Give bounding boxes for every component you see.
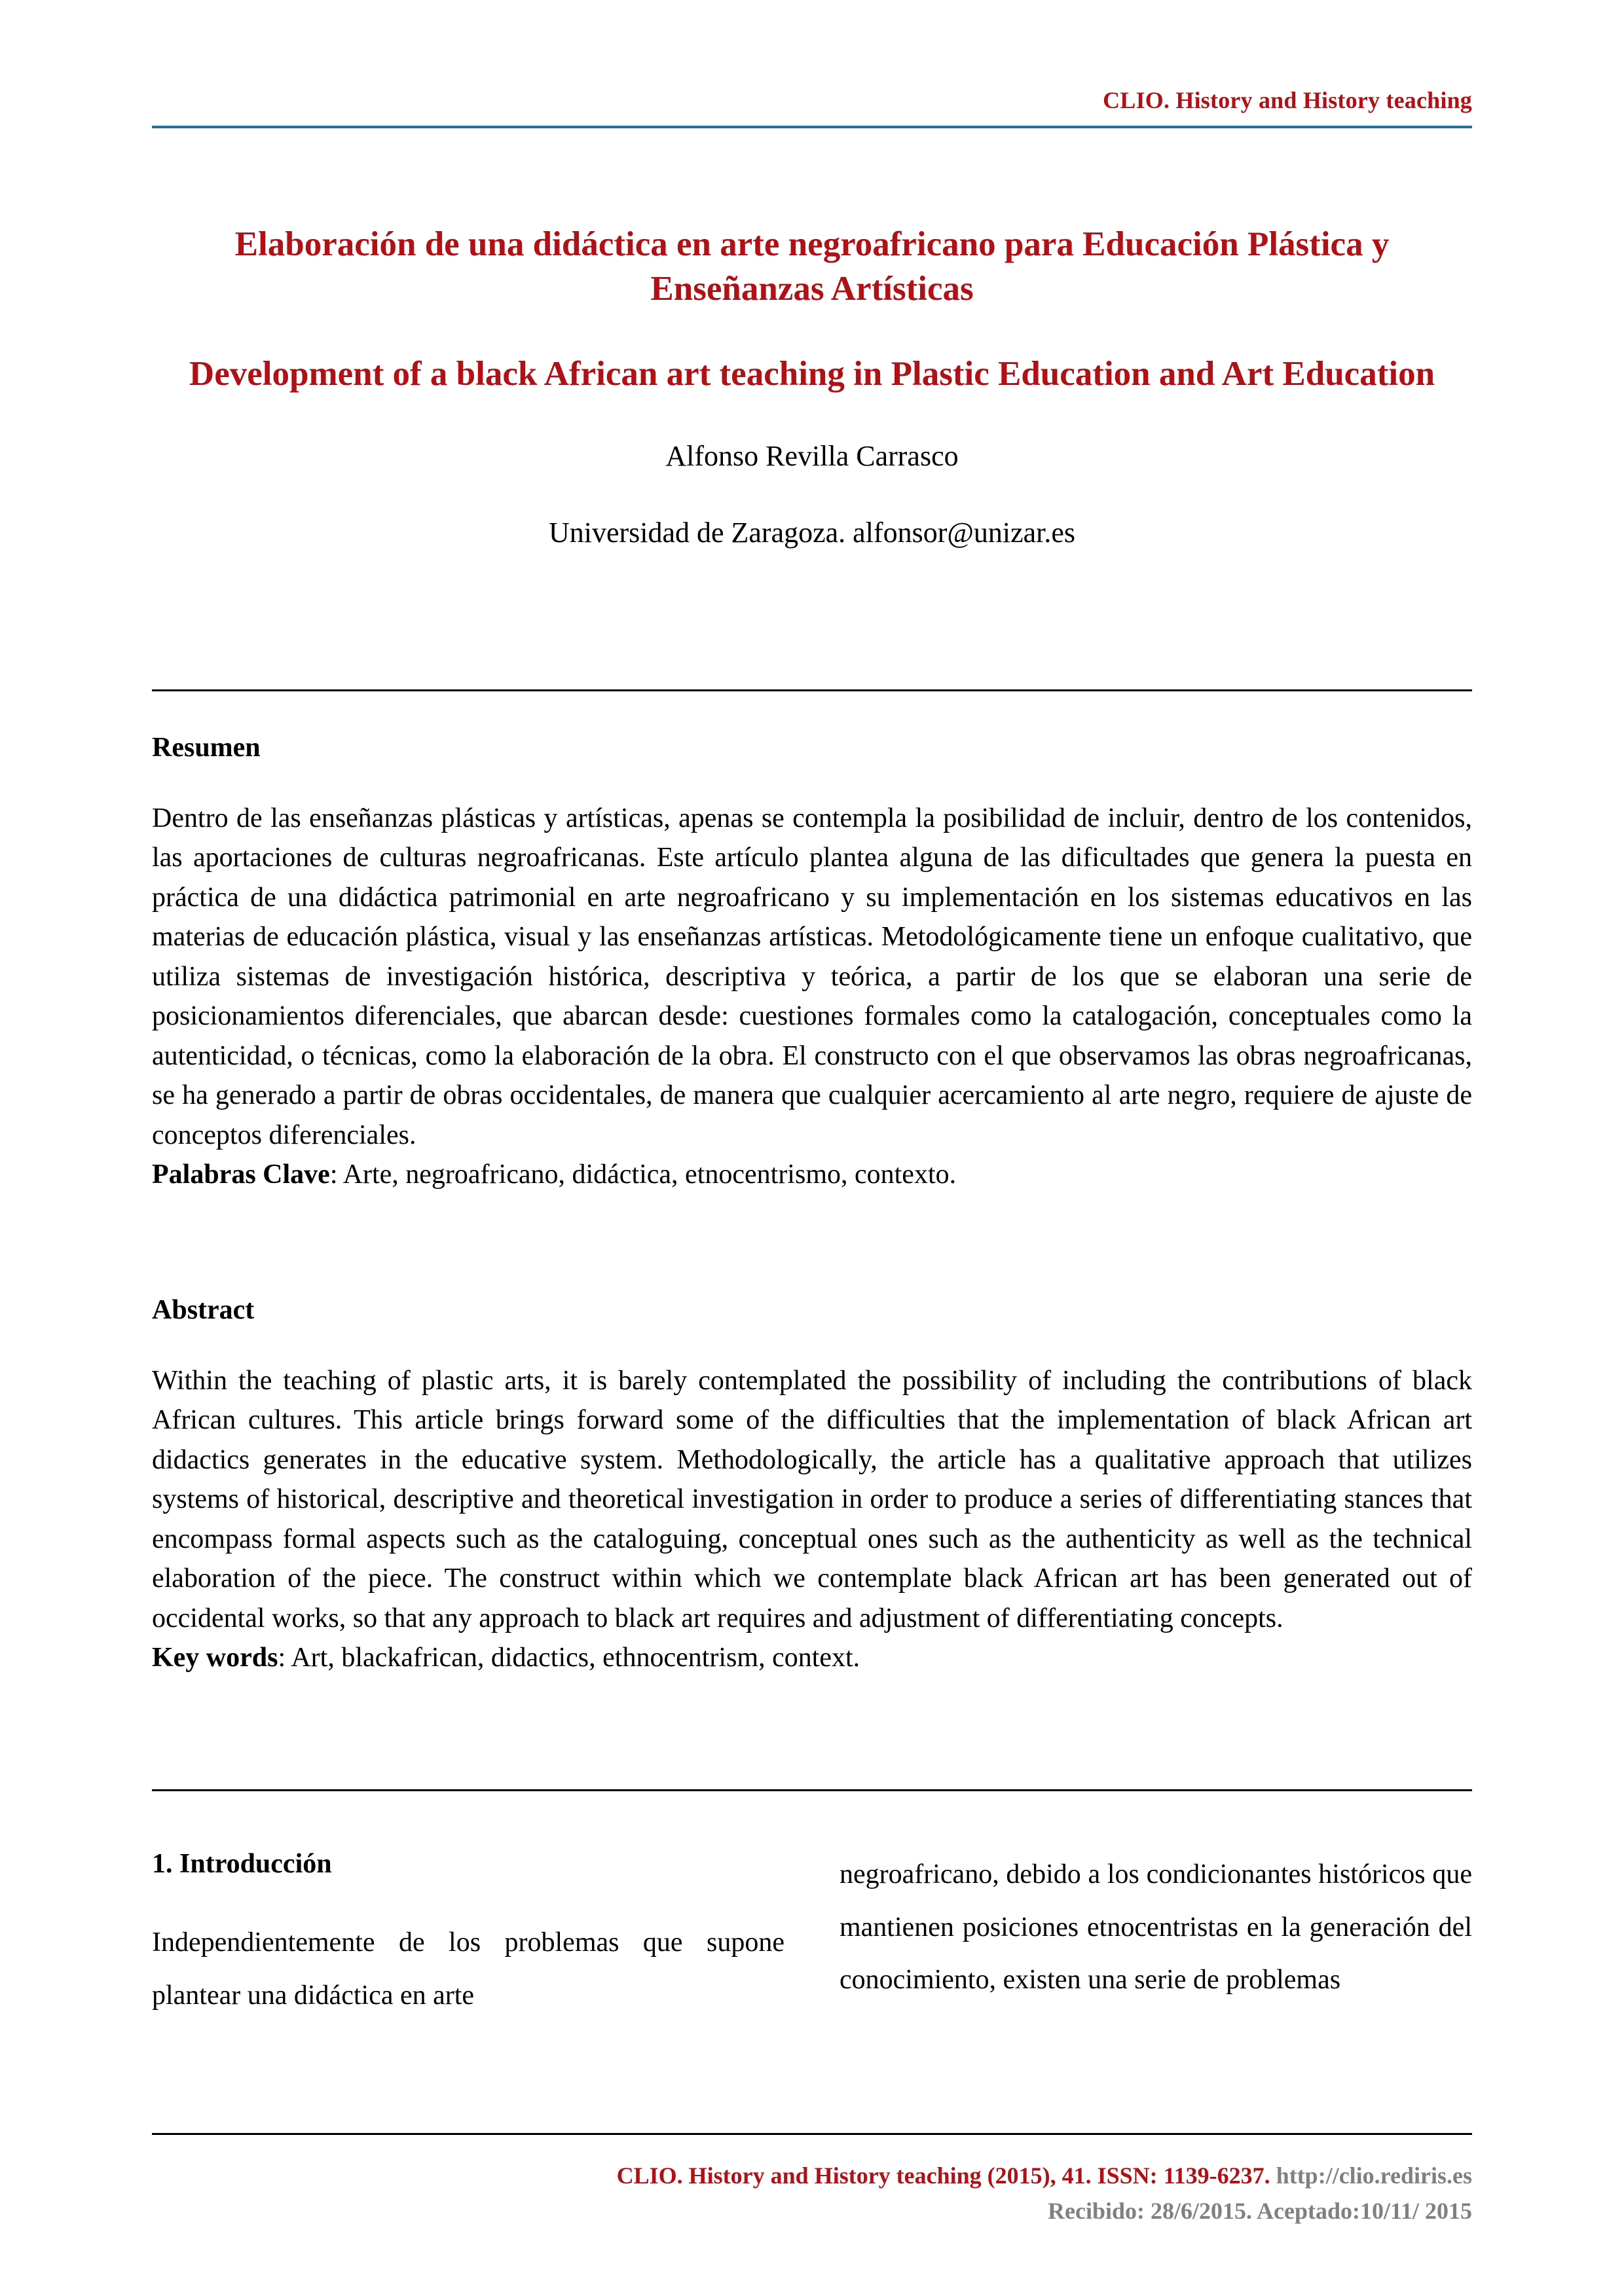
resumen-keywords-value: : Arte, negroafricano, didáctica, etnocentrismo, contexto. <box>329 1159 957 1190</box>
resumen-keywords <box>152 1155 1472 1194</box>
author-affiliation: Universidad de Zaragoza. alfonsor@unizar.es <box>548 517 1076 549</box>
footer-dates: Recibido: 28/6/2015. Aceptado:10/11/ 2015 <box>1048 2198 1472 2224</box>
resumen-section <box>152 732 1472 1195</box>
abstract-keywords <box>152 1638 1472 1677</box>
introduction-section <box>152 1848 1472 2022</box>
introduction-heading: 1. Introducción <box>152 1849 332 1879</box>
title-block <box>168 223 1456 549</box>
introduction-column-left <box>152 1848 784 2022</box>
resumen-keywords-label: Palabras Clave <box>152 1159 330 1190</box>
abstract-body: Within the teaching of plastic arts, it is barely contemplated the possibility of including the contributions of black African cultures. This article brings forward some of the difficulties that the implementation of black African art didactics generates in the educative system. Methodologically, the article has a qualitative approach that utilizes systems of historical, descriptive and theoretical investigation in order to produce a series of differentiating stances that encompass formal aspects such as the cataloguing, conceptual ones such as the authenticity as well as the technical elaboration of the piece. The construct within which we contemplate black African art has been generated out of occidental works, so that any approach to black art requires and adjustment of differentiating concepts. <box>152 1366 1472 1633</box>
introduction-text-left: Independientemente de los problemas que supone plantear una didáctica en arte <box>152 1927 784 2011</box>
abstract-section <box>152 1294 1472 1678</box>
resumen-body: Dentro de las enseñanzas plásticas y artísticas, apenas se contempla la posibilidad de incluir, dentro de los contenidos, las aportaciones de culturas negroafricanas. Este artículo plantea alguna de las dificultades que genera la puesta en práctica de una didáctica patrimonial en arte negroafricano y su implementación en los sistemas educativos en las materias de educación plástica, visual y las enseñanzas artísticas. Metodológicamente tiene un enfoque cualitativo, que utiliza sistemas de investigación histórica, descriptiva y teórica, a partir de los que se elaboran una serie de posicionamientos diferenciales, que abarcan desde: cuestiones formales como la catalogación, conceptuales como la autenticidad, o técnicas, como la elaboración de la obra. El constructo con el que observamos las obras negroafricanas, se ha generado a partir de obras occidentales, de manera que cualquier acercamiento al arte negro, requiere de ajuste de conceptos diferenciales. <box>152 803 1472 1150</box>
author-name: Alfonso Revilla Carrasco <box>665 440 959 473</box>
header-rule <box>152 126 1472 128</box>
introduction-column-right <box>840 1848 1472 2022</box>
article-title-english: Development of a black African art teaching in Plastic Education and Art Education <box>189 354 1435 393</box>
running-header-title: CLIO. History and History teaching <box>1103 87 1472 113</box>
resumen-heading: Resumen <box>152 733 261 763</box>
abstract-bottom-rule <box>152 1789 1472 1791</box>
page-content <box>152 0 1472 2296</box>
footer-journal-citation: CLIO. History and History teaching (2015), 41. ISSN: 1139-6237. <box>616 2162 1270 2189</box>
abstract-keywords-value: : Art, blackafrican, didactics, ethnocentrism, context. <box>278 1643 860 1673</box>
introduction-text-right: negroafricano, debido a los condicionantes históricos que mantienen posiciones etnocentristas en la generación del conocimiento, existen una serie de problemas <box>840 1859 1472 1995</box>
footer-rule <box>152 2133 1472 2135</box>
abstract-keywords-label: Key words <box>152 1643 278 1673</box>
abstract-heading: Abstract <box>152 1295 255 1325</box>
page-footer <box>152 2158 1472 2229</box>
abstract-top-rule <box>152 689 1472 691</box>
article-title-spanish: Elaboración de una didáctica en arte negroafricano para Educación Plástica y Enseñanzas Artísticas <box>234 225 1390 308</box>
footer-url[interactable]: http://clio.rediris.es <box>1276 2162 1472 2189</box>
